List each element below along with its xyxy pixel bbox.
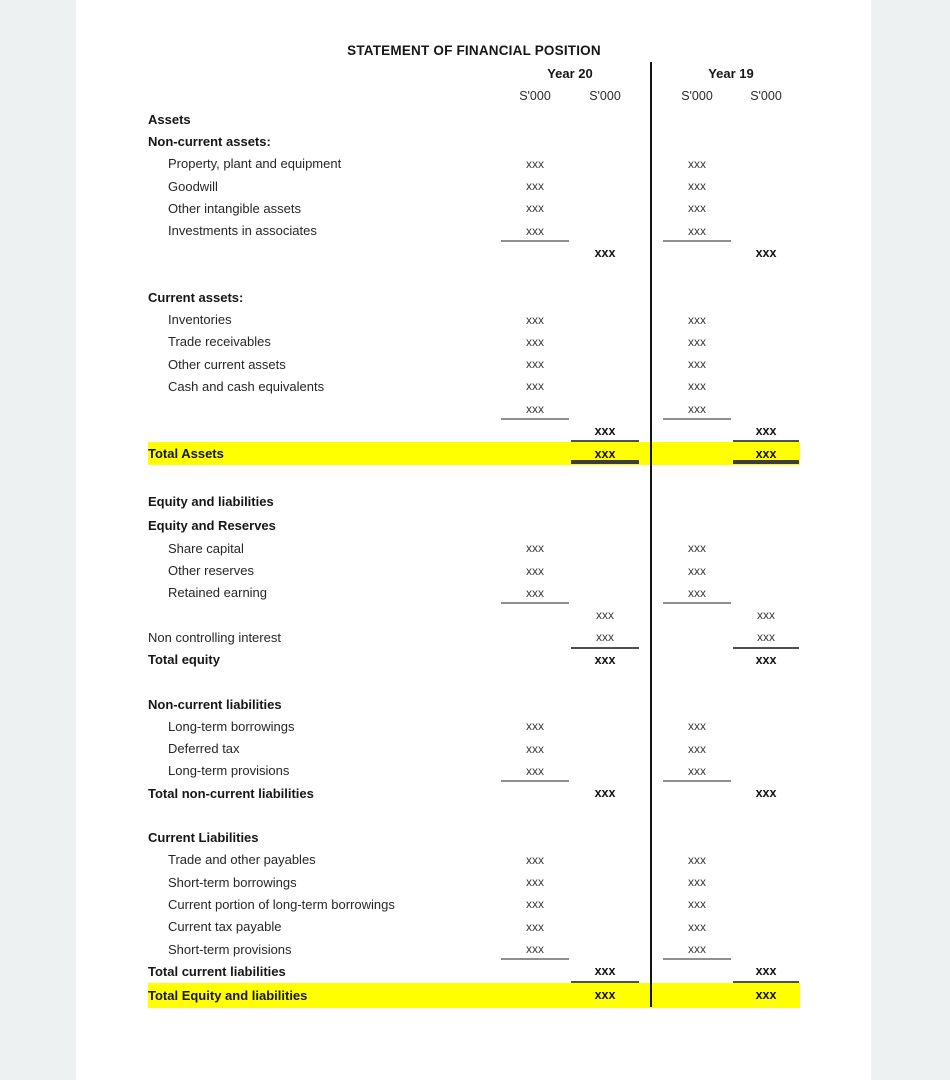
value-cell bbox=[500, 782, 570, 804]
row-label: Other current assets bbox=[168, 356, 286, 372]
table-row bbox=[148, 693, 800, 715]
year-19-header: Year 19 bbox=[708, 66, 754, 81]
value-cell: xxx bbox=[500, 582, 570, 604]
value-cell bbox=[570, 353, 640, 375]
row-label: Property, plant and equipment bbox=[168, 156, 342, 172]
units-header-row bbox=[148, 85, 800, 106]
table-row bbox=[148, 286, 800, 308]
row-label: Trade and other payables bbox=[168, 852, 316, 868]
unit-label: S'000 bbox=[519, 88, 551, 103]
value-cell: xxx bbox=[732, 442, 800, 465]
value-cell bbox=[570, 893, 640, 915]
value-cell: xxx bbox=[526, 875, 544, 890]
value-cell bbox=[500, 420, 570, 442]
value-cell: xxx bbox=[688, 179, 706, 194]
value-cell bbox=[570, 715, 640, 737]
value-cell bbox=[500, 108, 570, 130]
table-row bbox=[148, 308, 800, 330]
value-cell bbox=[570, 108, 640, 130]
table-row bbox=[148, 219, 800, 241]
table-row bbox=[148, 916, 800, 938]
row-label: Trade receivables bbox=[168, 334, 271, 350]
value-cell bbox=[662, 108, 732, 130]
value-cell bbox=[570, 489, 640, 513]
spacer-row bbox=[148, 264, 800, 286]
value-cell bbox=[570, 582, 640, 604]
table-row bbox=[148, 738, 800, 760]
value-cell bbox=[732, 308, 800, 330]
value-cell: xxx bbox=[526, 563, 544, 578]
value-cell bbox=[732, 715, 800, 737]
value-cell: xxx bbox=[688, 719, 706, 734]
value-cell bbox=[662, 604, 732, 626]
value-cell: xxx bbox=[526, 897, 544, 912]
value-cell bbox=[732, 938, 800, 960]
value-cell: xxx bbox=[526, 156, 544, 171]
value-cell bbox=[570, 559, 640, 581]
value-cell bbox=[732, 353, 800, 375]
value-cell: xxx bbox=[688, 201, 706, 216]
value-cell bbox=[570, 916, 640, 938]
value-cell: xxx bbox=[500, 760, 570, 782]
value-cell: xxx bbox=[662, 582, 732, 604]
row-label: Non controlling interest bbox=[148, 629, 281, 645]
value-cell: xxx bbox=[570, 960, 640, 982]
value-cell: xxx bbox=[526, 919, 544, 934]
value-cell: xxx bbox=[688, 919, 706, 934]
value-cell: xxx bbox=[594, 786, 616, 801]
spacer-row bbox=[148, 804, 800, 826]
value-cell bbox=[570, 760, 640, 782]
table-row bbox=[148, 760, 800, 782]
value-cell: xxx bbox=[755, 245, 777, 260]
value-cell: xxx bbox=[526, 201, 544, 216]
table-row bbox=[148, 130, 800, 152]
row-label: Long-term provisions bbox=[168, 763, 290, 779]
table-row bbox=[148, 398, 800, 420]
value-cell bbox=[732, 537, 800, 559]
table-row bbox=[148, 626, 800, 648]
value-cell bbox=[732, 219, 800, 241]
row-label: Assets bbox=[148, 111, 191, 127]
unit-label: S'000 bbox=[681, 88, 713, 103]
value-cell: xxx bbox=[688, 563, 706, 578]
value-cell: xxx bbox=[755, 786, 777, 801]
value-cell: xxx bbox=[732, 420, 800, 442]
row-label: Long-term borrowings bbox=[168, 718, 295, 734]
value-cell: xxx bbox=[526, 379, 544, 394]
table-row bbox=[148, 582, 800, 604]
value-cell: xxx bbox=[688, 379, 706, 394]
value-cell: xxx bbox=[526, 357, 544, 372]
value-cell: xxx bbox=[688, 897, 706, 912]
value-cell bbox=[732, 849, 800, 871]
row-label: Total Equity and liabilities bbox=[148, 987, 308, 1003]
value-cell bbox=[732, 916, 800, 938]
row-label: Total current liabilities bbox=[148, 963, 286, 979]
row-label: Non-current liabilities bbox=[148, 696, 282, 712]
row-label: Equity and liabilities bbox=[148, 493, 274, 509]
row-label: Current assets: bbox=[148, 289, 244, 305]
row-label: Goodwill bbox=[168, 178, 218, 194]
value-cell: xxx bbox=[688, 741, 706, 756]
unit-label: S'000 bbox=[589, 88, 621, 103]
value-cell: xxx bbox=[500, 938, 570, 960]
value-cell bbox=[500, 604, 570, 626]
table-row bbox=[148, 489, 800, 513]
value-cell bbox=[732, 693, 800, 715]
value-cell: xxx bbox=[755, 652, 777, 667]
document-page bbox=[76, 0, 871, 1080]
value-cell bbox=[500, 242, 570, 264]
table-row bbox=[148, 871, 800, 893]
value-cell: xxx bbox=[594, 652, 616, 667]
value-cell bbox=[570, 826, 640, 848]
value-cell bbox=[570, 308, 640, 330]
value-cell: xxx bbox=[570, 442, 640, 465]
value-cell: xxx bbox=[526, 541, 544, 556]
value-cell bbox=[500, 489, 570, 513]
value-cell bbox=[732, 108, 800, 130]
value-cell: xxx bbox=[688, 852, 706, 867]
table-row bbox=[148, 197, 800, 219]
value-cell bbox=[662, 489, 732, 513]
value-cell bbox=[732, 871, 800, 893]
row-label: Share capital bbox=[168, 540, 244, 556]
value-cell bbox=[732, 582, 800, 604]
value-cell bbox=[662, 960, 732, 982]
table-row bbox=[148, 442, 800, 465]
table-row bbox=[148, 938, 800, 960]
value-cell bbox=[570, 331, 640, 353]
value-cell bbox=[732, 331, 800, 353]
table-row bbox=[148, 537, 800, 559]
value-cell: xxx bbox=[526, 741, 544, 756]
value-cell bbox=[500, 960, 570, 982]
table-row bbox=[148, 604, 800, 626]
value-cell bbox=[662, 626, 732, 648]
value-cell: xxx bbox=[662, 760, 732, 782]
value-cell: xxx bbox=[594, 245, 616, 260]
row-label: Current portion of long-term borrowings bbox=[168, 896, 395, 912]
value-cell bbox=[662, 130, 732, 152]
value-cell bbox=[732, 153, 800, 175]
value-cell: xxx bbox=[755, 988, 777, 1002]
row-label: Total Assets bbox=[148, 446, 224, 462]
value-cell bbox=[570, 871, 640, 893]
value-cell bbox=[500, 442, 570, 465]
value-cell bbox=[732, 760, 800, 782]
value-cell bbox=[570, 375, 640, 397]
row-label: Deferred tax bbox=[168, 741, 240, 757]
value-cell: xxx bbox=[596, 608, 614, 623]
table-row bbox=[148, 175, 800, 197]
value-cell bbox=[732, 893, 800, 915]
value-cell bbox=[732, 826, 800, 848]
value-cell bbox=[500, 626, 570, 648]
value-cell: xxx bbox=[688, 312, 706, 327]
table-row bbox=[148, 559, 800, 581]
value-cell: xxx bbox=[594, 988, 616, 1002]
value-cell bbox=[500, 983, 570, 1008]
table-row bbox=[148, 782, 800, 804]
value-cell bbox=[570, 175, 640, 197]
value-cell: xxx bbox=[662, 938, 732, 960]
value-cell bbox=[732, 286, 800, 308]
value-cell bbox=[500, 649, 570, 671]
table-row bbox=[148, 242, 800, 264]
row-label: Retained earning bbox=[168, 585, 268, 601]
value-cell: xxx bbox=[526, 719, 544, 734]
value-cell bbox=[662, 983, 732, 1008]
row-label: Current tax payable bbox=[168, 919, 282, 935]
value-cell: xxx bbox=[526, 179, 544, 194]
value-cell bbox=[662, 420, 732, 442]
spacer-row bbox=[148, 465, 800, 489]
value-cell bbox=[662, 242, 732, 264]
row-label: Non-current assets: bbox=[148, 133, 271, 149]
value-cell: xxx bbox=[688, 334, 706, 349]
table-row bbox=[148, 649, 800, 671]
value-cell bbox=[662, 286, 732, 308]
value-cell bbox=[570, 938, 640, 960]
value-cell bbox=[570, 849, 640, 871]
subtotal-underline bbox=[733, 460, 799, 464]
value-cell bbox=[732, 513, 800, 537]
value-cell bbox=[732, 130, 800, 152]
table-row bbox=[148, 826, 800, 848]
column-divider bbox=[650, 62, 652, 1007]
value-cell: xxx bbox=[688, 541, 706, 556]
year-20-header: Year 20 bbox=[547, 66, 593, 81]
value-cell bbox=[570, 286, 640, 308]
row-label: Total equity bbox=[148, 652, 220, 668]
row-label: Other reserves bbox=[168, 563, 254, 579]
value-cell bbox=[732, 738, 800, 760]
value-cell: xxx bbox=[688, 357, 706, 372]
value-cell: xxx bbox=[526, 312, 544, 327]
value-cell bbox=[662, 782, 732, 804]
value-cell: xxx bbox=[526, 334, 544, 349]
value-cell bbox=[732, 175, 800, 197]
row-label: Investments in associates bbox=[168, 223, 317, 239]
value-cell: xxx bbox=[688, 156, 706, 171]
value-cell bbox=[500, 693, 570, 715]
value-cell bbox=[500, 513, 570, 537]
value-cell bbox=[732, 398, 800, 420]
table-row bbox=[148, 893, 800, 915]
table-row bbox=[148, 353, 800, 375]
value-cell bbox=[662, 826, 732, 848]
statement-table bbox=[148, 108, 800, 1008]
table-row bbox=[148, 983, 800, 1008]
table-row bbox=[148, 331, 800, 353]
value-cell bbox=[732, 489, 800, 513]
value-cell bbox=[570, 153, 640, 175]
table-row bbox=[148, 960, 800, 982]
value-cell bbox=[732, 197, 800, 219]
value-cell: xxx bbox=[500, 219, 570, 241]
value-cell: xxx bbox=[688, 875, 706, 890]
row-label: Total non-current liabilities bbox=[148, 785, 314, 801]
value-cell bbox=[500, 826, 570, 848]
value-cell bbox=[662, 513, 732, 537]
row-label: Inventories bbox=[168, 312, 232, 328]
table-row bbox=[148, 715, 800, 737]
year-header-row bbox=[148, 63, 800, 84]
row-label: Short-term borrowings bbox=[168, 874, 297, 890]
table-row bbox=[148, 108, 800, 130]
row-label: Other intangible assets bbox=[168, 200, 301, 216]
value-cell bbox=[570, 738, 640, 760]
table-row bbox=[148, 420, 800, 442]
value-cell: xxx bbox=[570, 626, 640, 648]
value-cell bbox=[570, 197, 640, 219]
value-cell bbox=[570, 398, 640, 420]
value-cell: xxx bbox=[757, 608, 775, 623]
row-label: Current Liabilities bbox=[148, 830, 259, 846]
value-cell bbox=[732, 559, 800, 581]
value-cell bbox=[732, 375, 800, 397]
value-cell: xxx bbox=[526, 852, 544, 867]
value-cell bbox=[662, 693, 732, 715]
value-cell bbox=[500, 286, 570, 308]
value-cell bbox=[662, 649, 732, 671]
value-cell bbox=[570, 513, 640, 537]
value-cell bbox=[570, 130, 640, 152]
value-cell: xxx bbox=[732, 626, 800, 648]
value-cell: xxx bbox=[570, 420, 640, 442]
table-row bbox=[148, 849, 800, 871]
table-row bbox=[148, 153, 800, 175]
row-label: Cash and cash equivalents bbox=[168, 378, 325, 394]
statement-title: STATEMENT OF FINANCIAL POSITION bbox=[347, 43, 601, 58]
value-cell bbox=[570, 537, 640, 559]
value-cell bbox=[500, 130, 570, 152]
row-label: Equity and Reserves bbox=[148, 517, 276, 533]
value-cell: xxx bbox=[662, 398, 732, 420]
value-cell bbox=[570, 219, 640, 241]
value-cell bbox=[662, 442, 732, 465]
table-row bbox=[148, 375, 800, 397]
value-cell: xxx bbox=[500, 398, 570, 420]
value-cell: xxx bbox=[662, 219, 732, 241]
row-label: Short-term provisions bbox=[168, 941, 292, 957]
spacer-row bbox=[148, 671, 800, 693]
value-cell: xxx bbox=[732, 960, 800, 982]
subtotal-underline bbox=[571, 460, 639, 464]
table-row bbox=[148, 513, 800, 537]
value-cell bbox=[570, 693, 640, 715]
unit-label: S'000 bbox=[750, 88, 782, 103]
